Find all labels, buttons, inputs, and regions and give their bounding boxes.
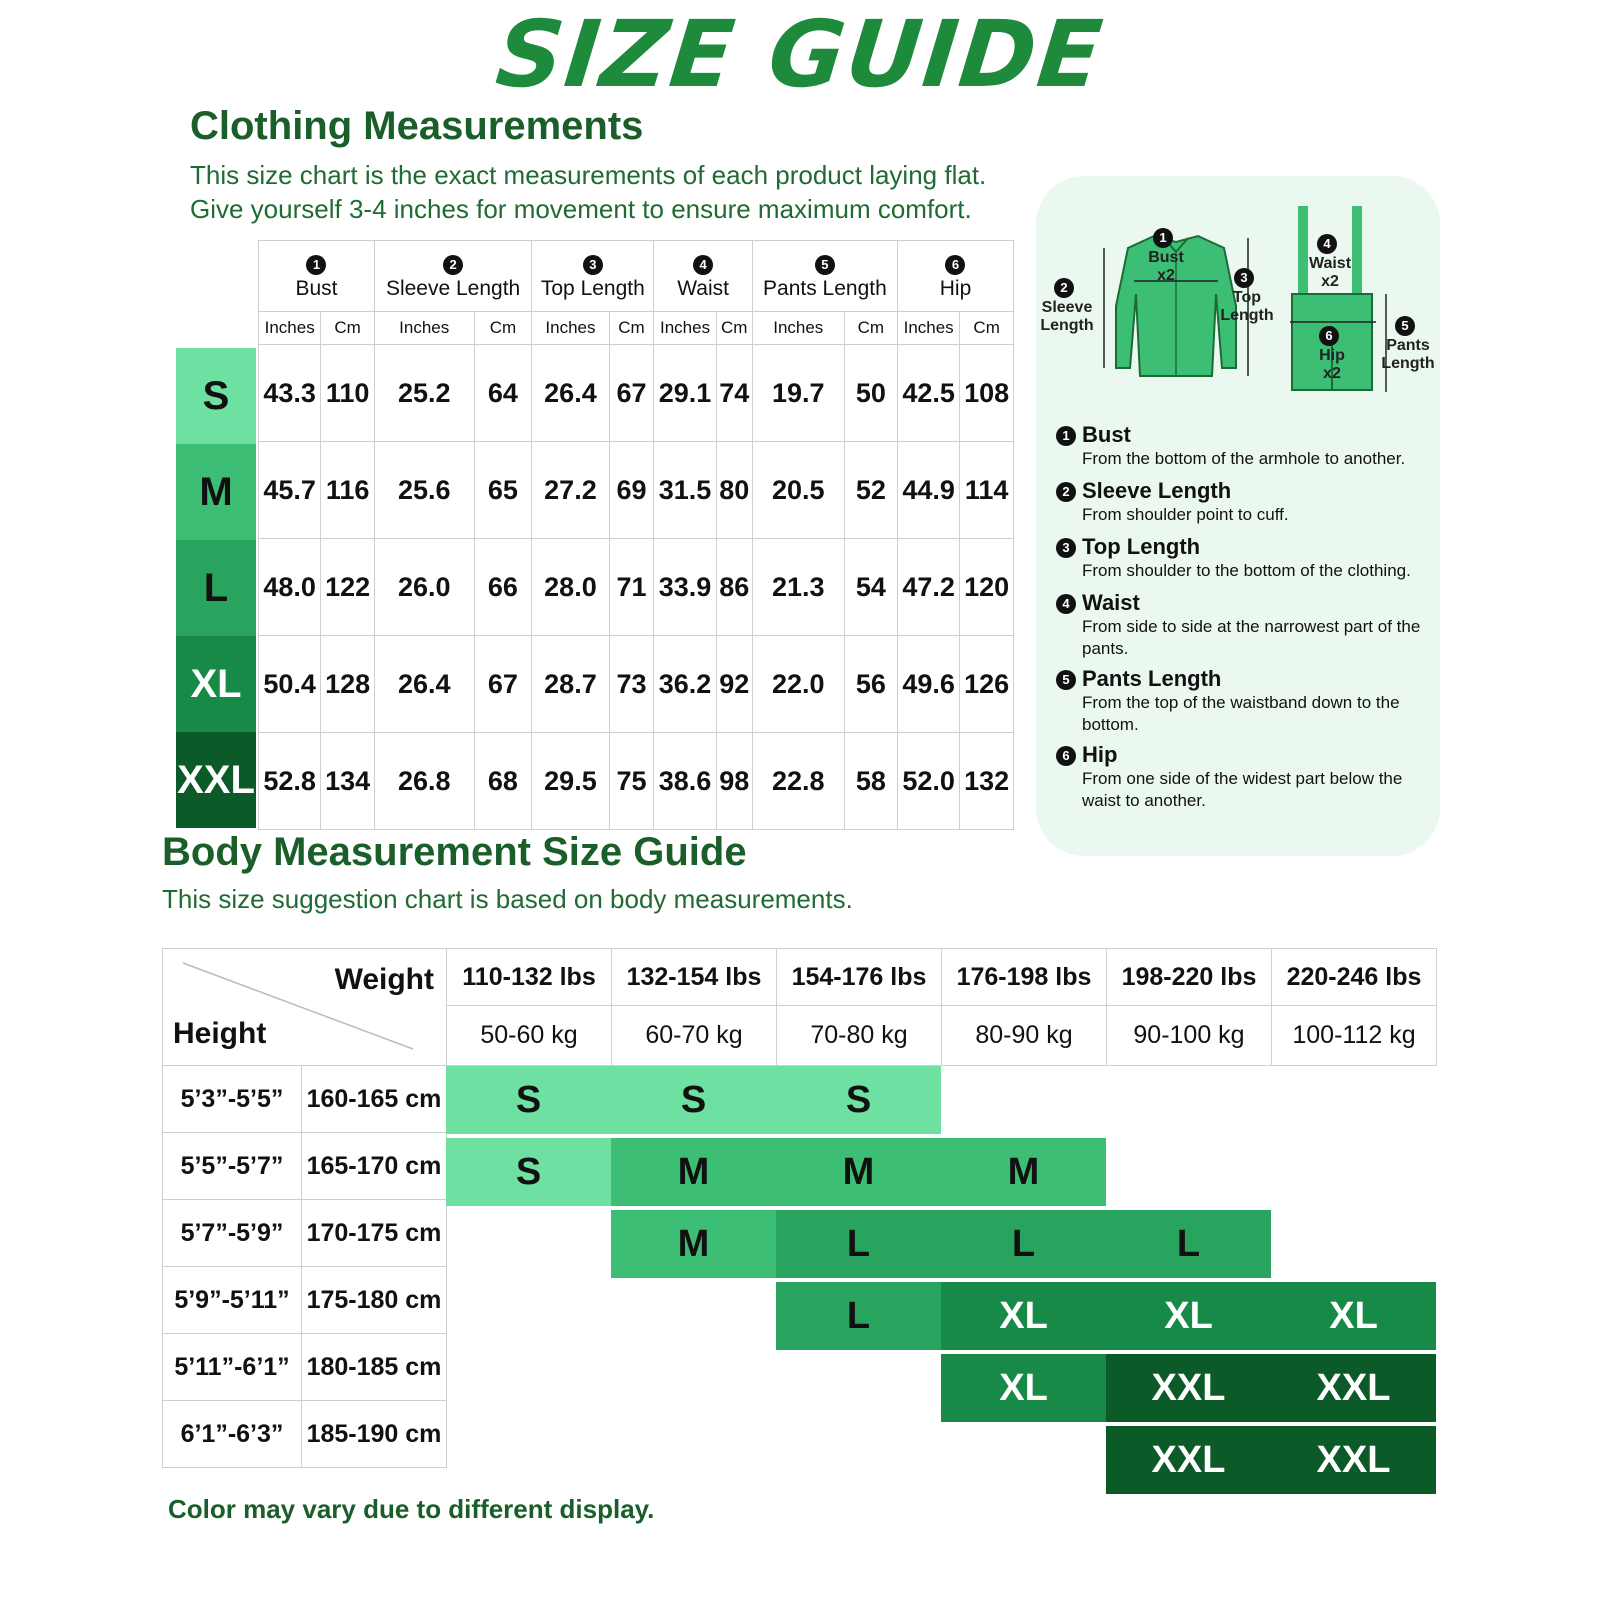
measurement-cell: 73 [609, 636, 654, 733]
unit-header: Inches [897, 312, 959, 345]
recommended-size-xl: XL [1106, 1282, 1271, 1350]
diagram-label-pants: 5 Pants Length [1381, 318, 1435, 372]
measurement-cell: 108 [960, 345, 1014, 442]
size-label-l: L [176, 540, 256, 636]
column-header-5: 6 Hip [897, 241, 1013, 312]
measurement-cell: 110 [321, 345, 375, 442]
measurement-info-panel [1036, 176, 1440, 856]
weight-kg-header: 100-112 kg [1272, 1006, 1437, 1066]
measurement-cell: 86 [716, 539, 752, 636]
height-ft: 5’11”-6’1” [163, 1334, 302, 1401]
weight-lbs-header: 154-176 lbs [777, 949, 942, 1006]
recommended-size-l: L [776, 1282, 941, 1350]
recommended-size-m: M [941, 1138, 1106, 1206]
unit-header: Cm [474, 312, 532, 345]
size-recommendation-grid [446, 1066, 1436, 1498]
measurement-cell: 29.1 [654, 345, 716, 442]
measurement-cell: 47.2 [897, 539, 959, 636]
measurement-cell: 114 [960, 442, 1014, 539]
weight-height-corner [163, 949, 447, 1066]
weight-kg-header: 90-100 kg [1107, 1006, 1272, 1066]
unit-header: Cm [609, 312, 654, 345]
measurement-cell: 26.0 [374, 539, 474, 636]
size-label-s: S [176, 348, 256, 444]
measurement-cell: 98 [716, 733, 752, 830]
measurement-cell: 52 [844, 442, 897, 539]
legend-item-2: 3 Top Length From shoulder to the bottom of the clothing. [1056, 534, 1431, 582]
measurement-cell: 26.8 [374, 733, 474, 830]
clothing-measurements-table [258, 240, 1014, 830]
recommended-size-xxl: XXL [1106, 1426, 1271, 1494]
measurement-cell: 52.8 [259, 733, 321, 830]
height-ft: 5’7”-5’9” [163, 1200, 302, 1267]
column-header-1: 2 Sleeve Length [374, 241, 531, 312]
unit-header: Cm [321, 312, 375, 345]
clothing-subtitle-2: Give yourself 3-4 inches for movement to ensure maximum comfort. [190, 194, 972, 224]
table-row [259, 636, 1014, 733]
measurement-cell: 31.5 [654, 442, 716, 539]
body-subtitle: This size suggestion chart is based on body measurements. [162, 884, 853, 914]
weight-lbs-header: 110-132 lbs [447, 949, 612, 1006]
measurement-cell: 42.5 [897, 345, 959, 442]
color-disclaimer: Color may vary due to different display. [168, 1494, 655, 1524]
weight-kg-header: 80-90 kg [942, 1006, 1107, 1066]
height-cm: 170-175 cm [302, 1200, 447, 1267]
measurement-cell: 126 [960, 636, 1014, 733]
height-cm: 185-190 cm [302, 1401, 447, 1468]
weight-kg-header: 60-70 kg [612, 1006, 777, 1066]
measurement-cell: 67 [609, 345, 654, 442]
recommended-size-m: M [611, 1138, 776, 1206]
measurement-cell: 38.6 [654, 733, 716, 830]
height-ft: 5’3”-5’5” [163, 1066, 302, 1133]
measurement-cell: 66 [474, 539, 532, 636]
measurement-cell: 28.0 [532, 539, 609, 636]
measurement-cell: 45.7 [259, 442, 321, 539]
column-header-4: 5 Pants Length [752, 241, 897, 312]
measurement-cell: 128 [321, 636, 375, 733]
unit-header: Inches [259, 312, 321, 345]
recommended-size-xxl: XXL [1271, 1354, 1436, 1422]
measurement-cell: 49.6 [897, 636, 959, 733]
size-label-xxl: XXL [176, 732, 256, 828]
weight-lbs-header: 132-154 lbs [612, 949, 777, 1006]
recommended-size-s: S [611, 1066, 776, 1134]
legend-item-4: 5 Pants Length From the top of the waistband down to the bottom. [1056, 666, 1431, 736]
clothing-subtitle-1: This size chart is the exact measurements of each product laying flat. [190, 160, 987, 190]
table-row [259, 442, 1014, 539]
weight-lbs-header: 176-198 lbs [942, 949, 1107, 1006]
recommended-size-l: L [941, 1210, 1106, 1278]
clothing-heading: Clothing Measurements [190, 104, 644, 148]
table-row [259, 345, 1014, 442]
height-cm: 180-185 cm [302, 1334, 447, 1401]
height-cm: 165-170 cm [302, 1133, 447, 1200]
legend-item-5: 6 Hip From one side of the widest part below the waist to another. [1056, 742, 1431, 812]
measurement-cell: 75 [609, 733, 654, 830]
measurement-cell: 92 [716, 636, 752, 733]
measurement-cell: 27.2 [532, 442, 609, 539]
measurement-cell: 67 [474, 636, 532, 733]
measurement-cell: 58 [844, 733, 897, 830]
weight-lbs-header: 198-220 lbs [1107, 949, 1272, 1006]
unit-header: Inches [654, 312, 716, 345]
measurement-cell: 132 [960, 733, 1014, 830]
measurement-cell: 80 [716, 442, 752, 539]
measurement-cell: 28.7 [532, 636, 609, 733]
table-row [259, 733, 1014, 830]
measurement-cell: 64 [474, 345, 532, 442]
column-header-3: 4 Waist [654, 241, 752, 312]
weight-kg-header: 50-60 kg [447, 1006, 612, 1066]
measurement-cell: 25.6 [374, 442, 474, 539]
legend-item-1: 2 Sleeve Length From shoulder point to cuff. [1056, 478, 1431, 526]
recommended-size-s: S [446, 1138, 611, 1206]
measurement-cell: 43.3 [259, 345, 321, 442]
measurement-cell: 48.0 [259, 539, 321, 636]
diagram-label-bust: 1 Bust x2 [1148, 230, 1184, 284]
measurement-cell: 33.9 [654, 539, 716, 636]
recommended-size-s: S [446, 1066, 611, 1134]
measurement-cell: 36.2 [654, 636, 716, 733]
recommended-size-m: M [776, 1138, 941, 1206]
body-heading: Body Measurement Size Guide [162, 830, 747, 874]
measurement-cell: 52.0 [897, 733, 959, 830]
measurement-cell: 50.4 [259, 636, 321, 733]
measurement-cell: 54 [844, 539, 897, 636]
unit-header: Cm [844, 312, 897, 345]
measurement-cell: 20.5 [752, 442, 844, 539]
diagram-label-hip: 6 Hip x2 [1319, 328, 1345, 382]
measurement-cell: 25.2 [374, 345, 474, 442]
recommended-size-xl: XL [941, 1282, 1106, 1350]
height-label: Height [173, 1017, 267, 1050]
measurement-cell: 29.5 [532, 733, 609, 830]
height-ft: 5’5”-5’7” [163, 1133, 302, 1200]
unit-header: Cm [716, 312, 752, 345]
unit-header: Inches [374, 312, 474, 345]
measurement-cell: 116 [321, 442, 375, 539]
unit-header: Cm [960, 312, 1014, 345]
unit-header: Inches [752, 312, 844, 345]
legend-item-3: 4 Waist From side to side at the narrowest part of the pants. [1056, 590, 1431, 660]
recommended-size-l: L [776, 1210, 941, 1278]
measurement-cell: 26.4 [532, 345, 609, 442]
size-label-xl: XL [176, 636, 256, 732]
recommended-size-xl: XL [1271, 1282, 1436, 1350]
measurement-cell: 26.4 [374, 636, 474, 733]
measurement-cell: 122 [321, 539, 375, 636]
recommended-size-s: S [776, 1066, 941, 1134]
unit-header: Inches [532, 312, 609, 345]
column-header-0: 1 Bust [259, 241, 375, 312]
height-cm: 175-180 cm [302, 1267, 447, 1334]
size-label-m: M [176, 444, 256, 540]
recommended-size-xl: XL [941, 1354, 1106, 1422]
measurement-cell: 69 [609, 442, 654, 539]
height-ft: 6’1”-6’3” [163, 1401, 302, 1468]
measurement-cell: 74 [716, 345, 752, 442]
measurement-cell: 56 [844, 636, 897, 733]
measurement-cell: 71 [609, 539, 654, 636]
diagram-label-top: 3 Top Length [1220, 270, 1274, 324]
measurement-cell: 22.8 [752, 733, 844, 830]
height-ft: 5’9”-5’11” [163, 1267, 302, 1334]
measurement-cell: 44.9 [897, 442, 959, 539]
diagram-label-sleeve: 2 Sleeve Length [1040, 280, 1094, 334]
height-cm: 160-165 cm [302, 1066, 447, 1133]
measurement-cell: 120 [960, 539, 1014, 636]
page-title: SIZE GUIDE [491, 1, 1109, 108]
table-row [259, 539, 1014, 636]
diagram-label-waist: 4 Waist x2 [1308, 236, 1352, 290]
weight-label: Weight [334, 963, 434, 996]
weight-lbs-header: 220-246 lbs [1272, 949, 1437, 1006]
legend-item-0: 1 Bust From the bottom of the armhole to another. [1056, 422, 1431, 470]
recommended-size-xxl: XXL [1271, 1426, 1436, 1494]
measurement-cell: 65 [474, 442, 532, 539]
recommended-size-l: L [1106, 1210, 1271, 1278]
measurement-cell: 19.7 [752, 345, 844, 442]
weight-kg-header: 70-80 kg [777, 1006, 942, 1066]
recommended-size-xxl: XXL [1106, 1354, 1271, 1422]
measurement-cell: 21.3 [752, 539, 844, 636]
recommended-size-m: M [611, 1210, 776, 1278]
column-header-2: 3 Top Length [532, 241, 654, 312]
measurement-cell: 50 [844, 345, 897, 442]
measurement-cell: 68 [474, 733, 532, 830]
size-column [176, 348, 256, 828]
measurement-cell: 134 [321, 733, 375, 830]
measurement-cell: 22.0 [752, 636, 844, 733]
